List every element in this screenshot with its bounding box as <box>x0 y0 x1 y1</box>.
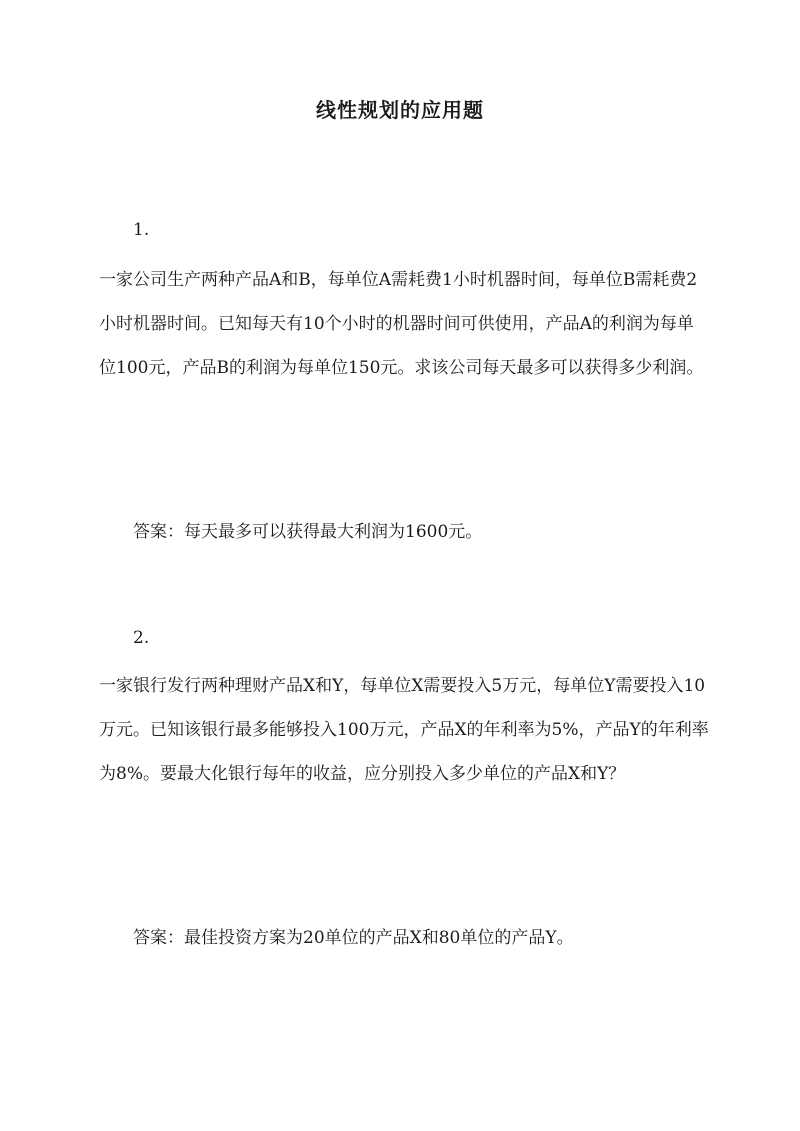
question-2-text: 一家银行发行两种理财产品X和Y，每单位X需要投入5万元，每单位Y需要投入10万元。已知该银行最多能够投入100万元，产品X的年利率为5%，产品Y的年利率为8%。要最大化银行每年的收益，应分别投入多少单位的产品X和Y？ <box>99 676 709 784</box>
question-1-number: 1. <box>133 220 150 240</box>
question-2-number: 2. <box>133 628 150 648</box>
question-1-answer: 答案：每天最多可以获得最大利润为1600元。 <box>133 522 483 542</box>
question-2-answer: 答案：最佳投资方案为20单位的产品X和80单位的产品Y。 <box>133 928 574 948</box>
question-1-text: 一家公司生产两种产品A和B，每单位A需耗费1小时机器时间，每单位B需耗费2小时机器时间。已知每天有10个小时的机器时间可供使用，产品A的利润为每单位100元，产品B的利润为每单位150元。求该公司每天最多可以获得多少利润。 <box>99 270 704 378</box>
document-title: 线性规划的应用题 <box>316 98 484 122</box>
